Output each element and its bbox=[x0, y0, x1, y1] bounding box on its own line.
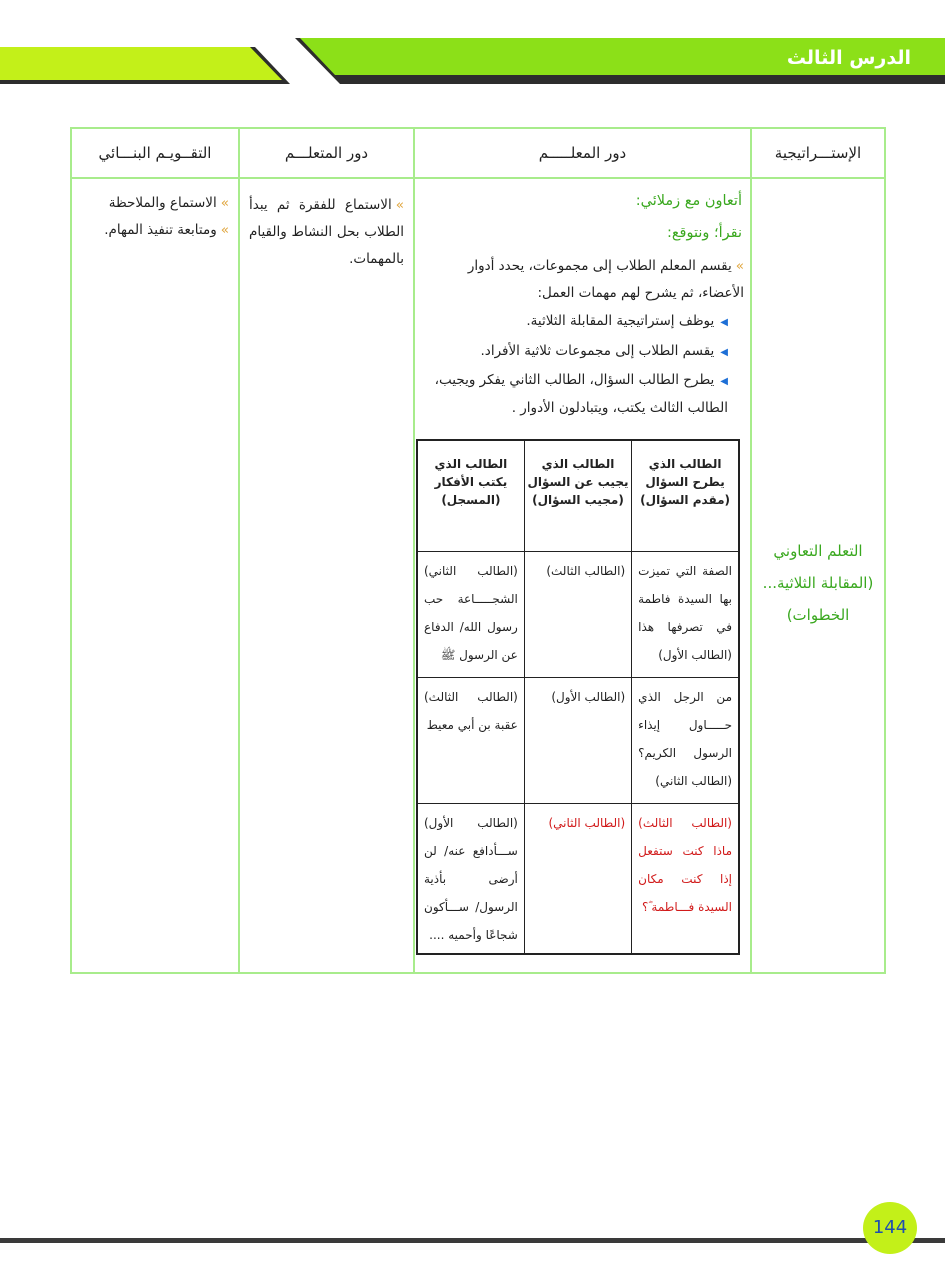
header-strategy: الإستـــراتيجية bbox=[751, 128, 885, 178]
strategy-line-1: التعلم التعاوني bbox=[773, 542, 863, 560]
strategy-line-2: (المقابلة الثلاثية... bbox=[762, 574, 874, 592]
teacher-intro-text: يقسم المعلم الطلاب إلى مجموعات، يحدد أدوار الأعضاء، ثم يشرح لهم مهمات العمل: bbox=[467, 258, 744, 301]
inner-header-asker: الطالب الذي يطرح السؤال (مقدم السؤال) bbox=[632, 440, 739, 552]
quote-mark-icon: » bbox=[395, 197, 404, 213]
footer-line bbox=[0, 1238, 945, 1243]
inner-header-answerer: الطالب الذي يجيب عن السؤال (مجيب السؤال) bbox=[524, 440, 631, 552]
student-role-text: »الاستماع للفقرة ثم يبدأ الطلاب بحل النشاط والقيام بالمهمات. bbox=[249, 197, 404, 267]
evaluation-line-2: »ومتابعة تنفيذ المهام. bbox=[104, 222, 229, 238]
cooperate-heading: أتعاون مع زملائي: bbox=[635, 193, 742, 209]
inner-cell: (الطالب الثاني) الشجـــــاعة حب رسول الله/ الدفاع عن الرسول ﷺ bbox=[417, 552, 524, 678]
inner-cell: (الطالب الثاني) bbox=[524, 804, 631, 955]
triangle-bullet-icon: ◀ bbox=[720, 317, 728, 328]
inner-cell: (الطالب الثالث) bbox=[524, 552, 631, 678]
header-student-role: دور المتعلـــم bbox=[239, 128, 414, 178]
triangle-bullet-icon: ◀ bbox=[720, 376, 728, 387]
list-item: ◀يطرح الطالب السؤال، الطالب الثاني يفكر ويجيب، الطالب الثالث يكتب، ويتبادلون الأدوار . bbox=[434, 372, 728, 416]
lesson-plan-table bbox=[70, 127, 886, 974]
teacher-steps bbox=[419, 307, 744, 421]
evaluation-text bbox=[73, 180, 237, 252]
three-step-interview-table bbox=[416, 439, 740, 955]
quote-mark-icon: » bbox=[735, 258, 744, 274]
inner-header-recorder: الطالب الذي يكتب الأفكار (المسجل) bbox=[417, 440, 524, 552]
inner-cell: (الطالب الأول) ســـأدافع عنه/ لن أرضى بأذية الرسول/ ســـأكون شجاعًا وأحميه .... bbox=[417, 804, 524, 955]
read-predict-heading: نقرأ؛ ونتوقع: bbox=[666, 225, 742, 241]
inner-cell: (الطالب الأول) bbox=[524, 678, 631, 804]
header-teacher-role: دور المعلـــــم bbox=[414, 128, 751, 178]
lesson-title: الدرس الثالث bbox=[786, 47, 911, 69]
inner-cell: الصفة التي تميزت بها السيدة فاطمة في تصرفها هذا (الطالب الأول) bbox=[632, 552, 739, 678]
inner-cell: (الطالب الثالث) عقبة بن أبي معيط bbox=[417, 678, 524, 804]
list-item: ◀يوظف إستراتيجية المقابلة الثلاثية. bbox=[526, 313, 728, 329]
table-row bbox=[417, 552, 739, 678]
inner-cell: من الرجل الذي حـــــاول إيذاء الرسول الكريم؟ (الطالب الثاني) bbox=[632, 678, 739, 804]
page-number: 144 bbox=[863, 1202, 917, 1254]
evaluation-cell bbox=[71, 178, 239, 973]
student-role-cell bbox=[239, 178, 414, 973]
quote-mark-icon: » bbox=[220, 195, 229, 211]
teacher-intro bbox=[419, 253, 744, 307]
teacher-role-cell bbox=[414, 178, 751, 973]
evaluation-line-1: »الاستماع والملاحظة bbox=[108, 195, 229, 211]
table-row bbox=[417, 804, 739, 955]
table-row bbox=[417, 678, 739, 804]
strategy-line-3: الخطوات) bbox=[786, 606, 850, 624]
inner-cell: (الطالب الثالث) ماذا كنت ستفعل إذا كنت مكان السيدة فـــاطمة ؓ؟ bbox=[632, 804, 739, 955]
header-evaluation: التقــويـم البنـــائي bbox=[71, 128, 239, 178]
list-item: ◀يقسم الطلاب إلى مجموعات ثلاثية الأفراد. bbox=[480, 343, 728, 359]
quote-mark-icon: » bbox=[220, 222, 229, 238]
strategy-cell bbox=[751, 178, 885, 973]
triangle-bullet-icon: ◀ bbox=[720, 347, 728, 358]
